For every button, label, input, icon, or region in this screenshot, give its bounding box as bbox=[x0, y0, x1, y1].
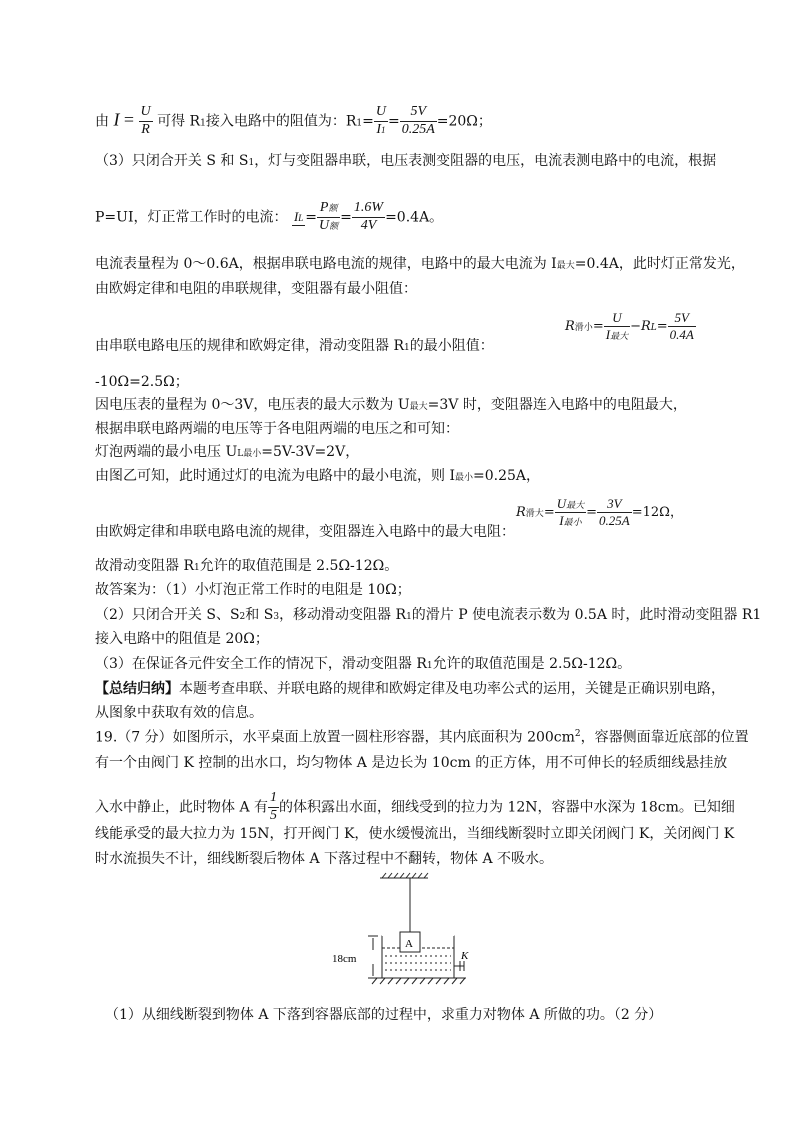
valve-label: K bbox=[461, 950, 469, 962]
text: （1）从细线断裂到物体 A 下落到容器底部的过程中，求重力对物体 A 所做的功。（2 分） bbox=[105, 1007, 663, 1023]
equation-r-min: R滑小= $\frac{U}{\text{I最大}}$ −RL= $\frac{5V}{0.4A}$ bbox=[565, 310, 694, 342]
text: 最小 bbox=[563, 517, 582, 527]
text: 本题考查串联、并联电路的规律和欧姆定律及电功率公式的运用，关键是正确识别电路， bbox=[179, 681, 725, 697]
text: 0.4A bbox=[669, 327, 694, 342]
text: 线能承受的最大拉力为 15N，打开阀门 K，使水缓慢流出，当细线断裂时立即关闭阀门 K，关闭阀门 K bbox=[95, 826, 735, 842]
text: 滑大 bbox=[525, 509, 544, 519]
text: 和 S bbox=[245, 607, 274, 623]
text: 由图乙可知，此时通过灯的电流为电路中的最小电流，则 I bbox=[95, 468, 455, 484]
line-7 bbox=[95, 374, 189, 391]
text: 5 bbox=[270, 807, 278, 823]
text: = bbox=[362, 113, 374, 130]
line-10 bbox=[95, 444, 359, 461]
text: 5V bbox=[400, 104, 437, 122]
line-9 bbox=[95, 421, 459, 438]
text: 接入电路中的阻值为：R bbox=[205, 113, 357, 130]
text: 的滑片 P 使电流表示数为 0.5A 时，此时滑动变阻器 R1 bbox=[411, 607, 762, 623]
line-3: P=UI，灯正常工作时的电流： IL = $\frac{\text{P额}}{\text{U额}}$ = $\frac{1.6W}{4V}$ =0.4A。 bbox=[95, 200, 444, 233]
text: 可得 R bbox=[157, 113, 201, 130]
text: L最小 bbox=[237, 449, 262, 459]
line-22 bbox=[95, 790, 735, 825]
text: 19.（7 分）如图所示，水平桌面上放置一圆柱形容器，其内底面积为 200cm bbox=[95, 729, 575, 746]
block-label: A bbox=[405, 938, 413, 950]
line-23 bbox=[95, 826, 734, 843]
text: P=UI，灯正常工作时的电流： bbox=[95, 209, 288, 226]
text: 由串联电路电压的规律和欧姆定律，滑动变阻器 R bbox=[95, 338, 404, 354]
container-figure bbox=[330, 872, 480, 1002]
text: （3）在保证各元件安全工作的情况下，滑动变阻器 R bbox=[95, 656, 427, 672]
text: （2）只闭合开关 S、S bbox=[95, 607, 240, 623]
text: 最大 bbox=[409, 402, 428, 412]
line-11 bbox=[95, 468, 540, 485]
text: 4V bbox=[360, 217, 377, 233]
text: 滑小 bbox=[574, 323, 593, 333]
text: 由欧姆定律和电阻的串联规律，变阻器有最小阻值： bbox=[95, 281, 417, 297]
line-15: （2）只闭合开关 S、S2和 S3，移动滑动变阻器 R1的滑片 P 使电流表示数为 0.5A 时，此时滑动变阻器 R1 bbox=[95, 607, 762, 623]
text: =5V-3V=2V， bbox=[261, 444, 360, 460]
text: 0.25A bbox=[599, 513, 630, 528]
line-2: （3）只闭合开关 S 和 S1，灯与变阻器串联，电压表测变阻器的电压，电流表测电路中的电流，根据 bbox=[95, 153, 717, 169]
text: 允许的取值范围是 2.5Ω-12Ω。 bbox=[432, 656, 632, 672]
ceiling-hatch bbox=[382, 873, 428, 878]
line-18 bbox=[95, 681, 725, 698]
text: ，移动滑动变阻器 R bbox=[279, 607, 407, 623]
text: 最小 bbox=[454, 473, 473, 483]
ground-hatch bbox=[372, 978, 465, 984]
text: 1.6W bbox=[352, 200, 385, 218]
line-4 bbox=[95, 256, 745, 273]
line-21 bbox=[95, 755, 727, 772]
text: 故答案为：（1）小灯泡正常工作时的电阻是 10Ω； bbox=[95, 582, 411, 598]
line-14 bbox=[95, 582, 411, 599]
text: 0.25A bbox=[401, 121, 435, 137]
text: 由 bbox=[95, 113, 109, 130]
line-6: 由串联电路电压的规律和欧姆定律，滑动变阻器 R1的最小阻值： bbox=[95, 338, 494, 354]
text: ，容器侧面靠近底部的位置 bbox=[580, 729, 749, 746]
text: ，灯与变阻器串联，电压表测变阻器的电压，电流表测电路中的电流，根据 bbox=[254, 153, 717, 169]
equation-r-max: R滑大= $\frac{\text{U最大}}{\text{I最小}}$ = $\frac{3V}{0.25A}$ =12Ω， bbox=[516, 496, 683, 528]
line-16 bbox=[95, 631, 269, 648]
text: 电流表量程为 0～0.6A，根据串联电路电流的规律，电路中的最大电流为 I bbox=[95, 256, 557, 272]
line-1: 由 I = $\frac{U}{R}$ 可得 R1接入电路中的阻值为：R1= $\frac{U}{I1}$ = $\frac{5V}{0.25A}$ =20Ω； bbox=[95, 104, 492, 137]
text: 故滑动变阻器 R bbox=[95, 558, 194, 574]
text: 由欧姆定律和串联电路电流的规律，变阻器连入电路中的最大电阻： bbox=[95, 524, 515, 540]
text: 允许的取值范围是 2.5Ω-12Ω。 bbox=[199, 558, 399, 574]
text: （3）只闭合开关 S 和 S bbox=[95, 153, 249, 169]
text: =3V 时，变阻器连入电路中的电阻最大， bbox=[427, 397, 687, 413]
line-13: 故滑动变阻器 R1允许的取值范围是 2.5Ω-12Ω。 bbox=[95, 558, 399, 574]
line-24 bbox=[95, 851, 553, 868]
depth-label: 18cm bbox=[332, 953, 357, 965]
text: =12Ω， bbox=[631, 505, 683, 520]
line-17: （3）在保证各元件安全工作的情况下，滑动变阻器 R1允许的取值范围是 2.5Ω-12Ω。 bbox=[95, 656, 632, 672]
text: 入水中静止，此时物体 A 有 bbox=[95, 799, 269, 816]
line-8 bbox=[95, 397, 687, 414]
text: =0.4A，此时灯正常发光， bbox=[574, 256, 745, 272]
line-20: 19.（7 分）如图所示，水平桌面上放置一圆柱形容器，其内底面积为 $200cm^2$，容器侧面靠近底部的位置 bbox=[95, 729, 749, 746]
text: =20Ω； bbox=[436, 113, 492, 130]
text: 最大 bbox=[556, 261, 575, 271]
text: 3V bbox=[597, 496, 632, 513]
line-25 bbox=[105, 1007, 662, 1024]
text: 最大 bbox=[566, 500, 585, 510]
text: 5V bbox=[668, 310, 696, 327]
text: 因电压表的量程为 0～3V，电压表的最大示数为 U bbox=[95, 397, 410, 413]
text: 时水流损失不计，细线断裂后物体 A 下落过程中不翻转，物体 A 不吸水。 bbox=[95, 851, 554, 867]
text: 最大 bbox=[610, 331, 629, 341]
text: 的体积露出水面，细线受到的拉力为 12N，容器中水深为 18cm。已知细 bbox=[279, 799, 735, 816]
summary-tag: 【总结归纳】 bbox=[95, 681, 179, 697]
text: 根据串联电路两端的电压等于各电阻两端的电压之和可知： bbox=[95, 421, 459, 437]
text: -10Ω=2.5Ω； bbox=[95, 374, 189, 390]
text: 有一个由阀门 K 控制的出水口，均匀物体 A 是边长为 10cm 的正方体，用不可伸长的轻质细线悬挂放 bbox=[95, 755, 728, 771]
line-12 bbox=[95, 524, 515, 541]
text: 的最小阻值： bbox=[409, 338, 494, 354]
text: 灯泡两端的最小电压 U bbox=[95, 444, 238, 460]
text: 1 bbox=[268, 790, 279, 808]
line-5 bbox=[95, 281, 417, 298]
text: 接入电路中的阻值是 20Ω； bbox=[95, 631, 269, 647]
line-19 bbox=[95, 705, 263, 722]
text: =0.25A， bbox=[473, 468, 541, 484]
text: 从图象中获取有效的信息。 bbox=[95, 705, 263, 721]
text: =0.4A。 bbox=[385, 209, 444, 226]
